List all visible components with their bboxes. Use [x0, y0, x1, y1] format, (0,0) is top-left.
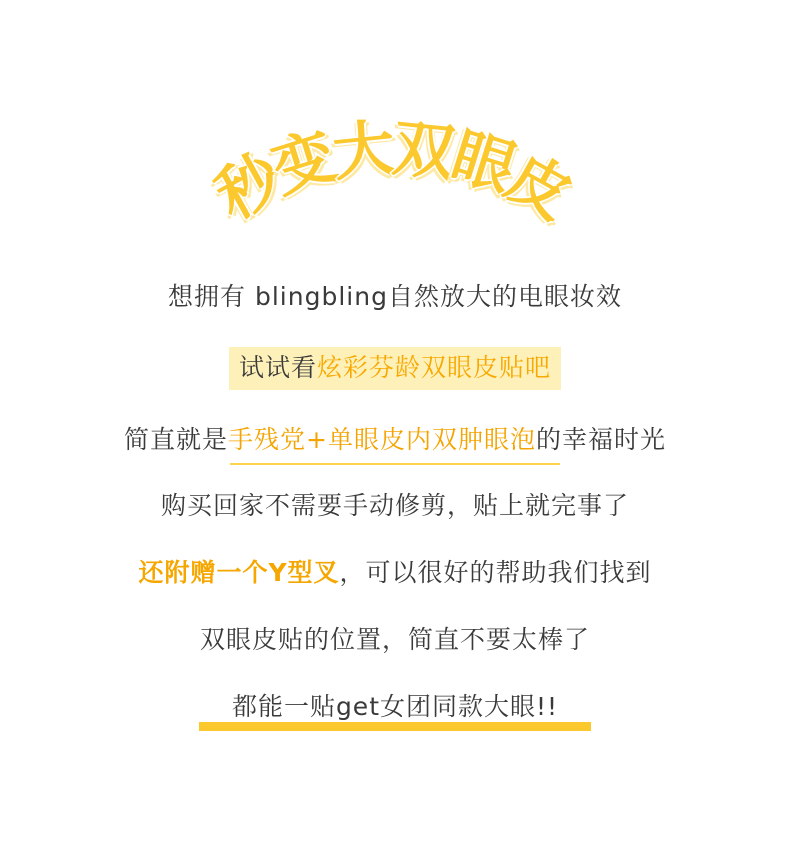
- copy-line-2-accent: 炫彩芬龄双眼皮贴吧: [317, 352, 552, 382]
- copy-line-6-text: 双眼皮贴的位置，简直不要太棒了: [199, 624, 590, 654]
- copy-line-3-prefix: 简直就是: [124, 424, 229, 454]
- headline-arc-text: [160, 110, 630, 270]
- copy-line-4-text: 购买回家不需要手动修剪，贴上就完事了: [160, 491, 629, 521]
- headline-char-2: 变: [263, 118, 345, 207]
- copy-line-5-suffix: ，可以很好的帮助我们找到: [339, 558, 652, 587]
- headline-char-1: 秒: [203, 139, 294, 234]
- copy-line-3-suffix: 的幸福时光: [535, 424, 666, 454]
- headline-banner: [0, 110, 790, 270]
- copy-line-2: [0, 347, 790, 390]
- headline-char-3: 大: [329, 110, 399, 190]
- copy-line-3: [0, 423, 790, 457]
- copy-line-3-accent: 手残党+单眼皮内双肿眼泡: [228, 424, 536, 454]
- copy-line-7: [0, 690, 790, 724]
- headline-char-4: 双: [389, 110, 459, 190]
- headline-char-6: 皮: [494, 139, 585, 234]
- promo-copy: [0, 280, 790, 756]
- copy-line-2-prefix: 试试看: [238, 352, 317, 382]
- copy-line-3-text: [124, 423, 666, 457]
- copy-line-1: [0, 280, 790, 314]
- copy-line-4: [0, 489, 790, 523]
- copy-line-5-accent: 还附赠一个Y型叉: [138, 558, 340, 587]
- copy-line-7-text: 都能一贴get女团同款大眼!!: [232, 690, 558, 724]
- copy-line-2-highlight: [229, 347, 561, 390]
- copy-line-5: [0, 556, 790, 590]
- headline-char-5: 眼: [443, 118, 525, 207]
- copy-line-1-text: 想拥有 blingbling自然放大的电眼妆效: [168, 282, 622, 311]
- copy-line-6: [0, 623, 790, 657]
- copy-line-5-text: [138, 556, 651, 590]
